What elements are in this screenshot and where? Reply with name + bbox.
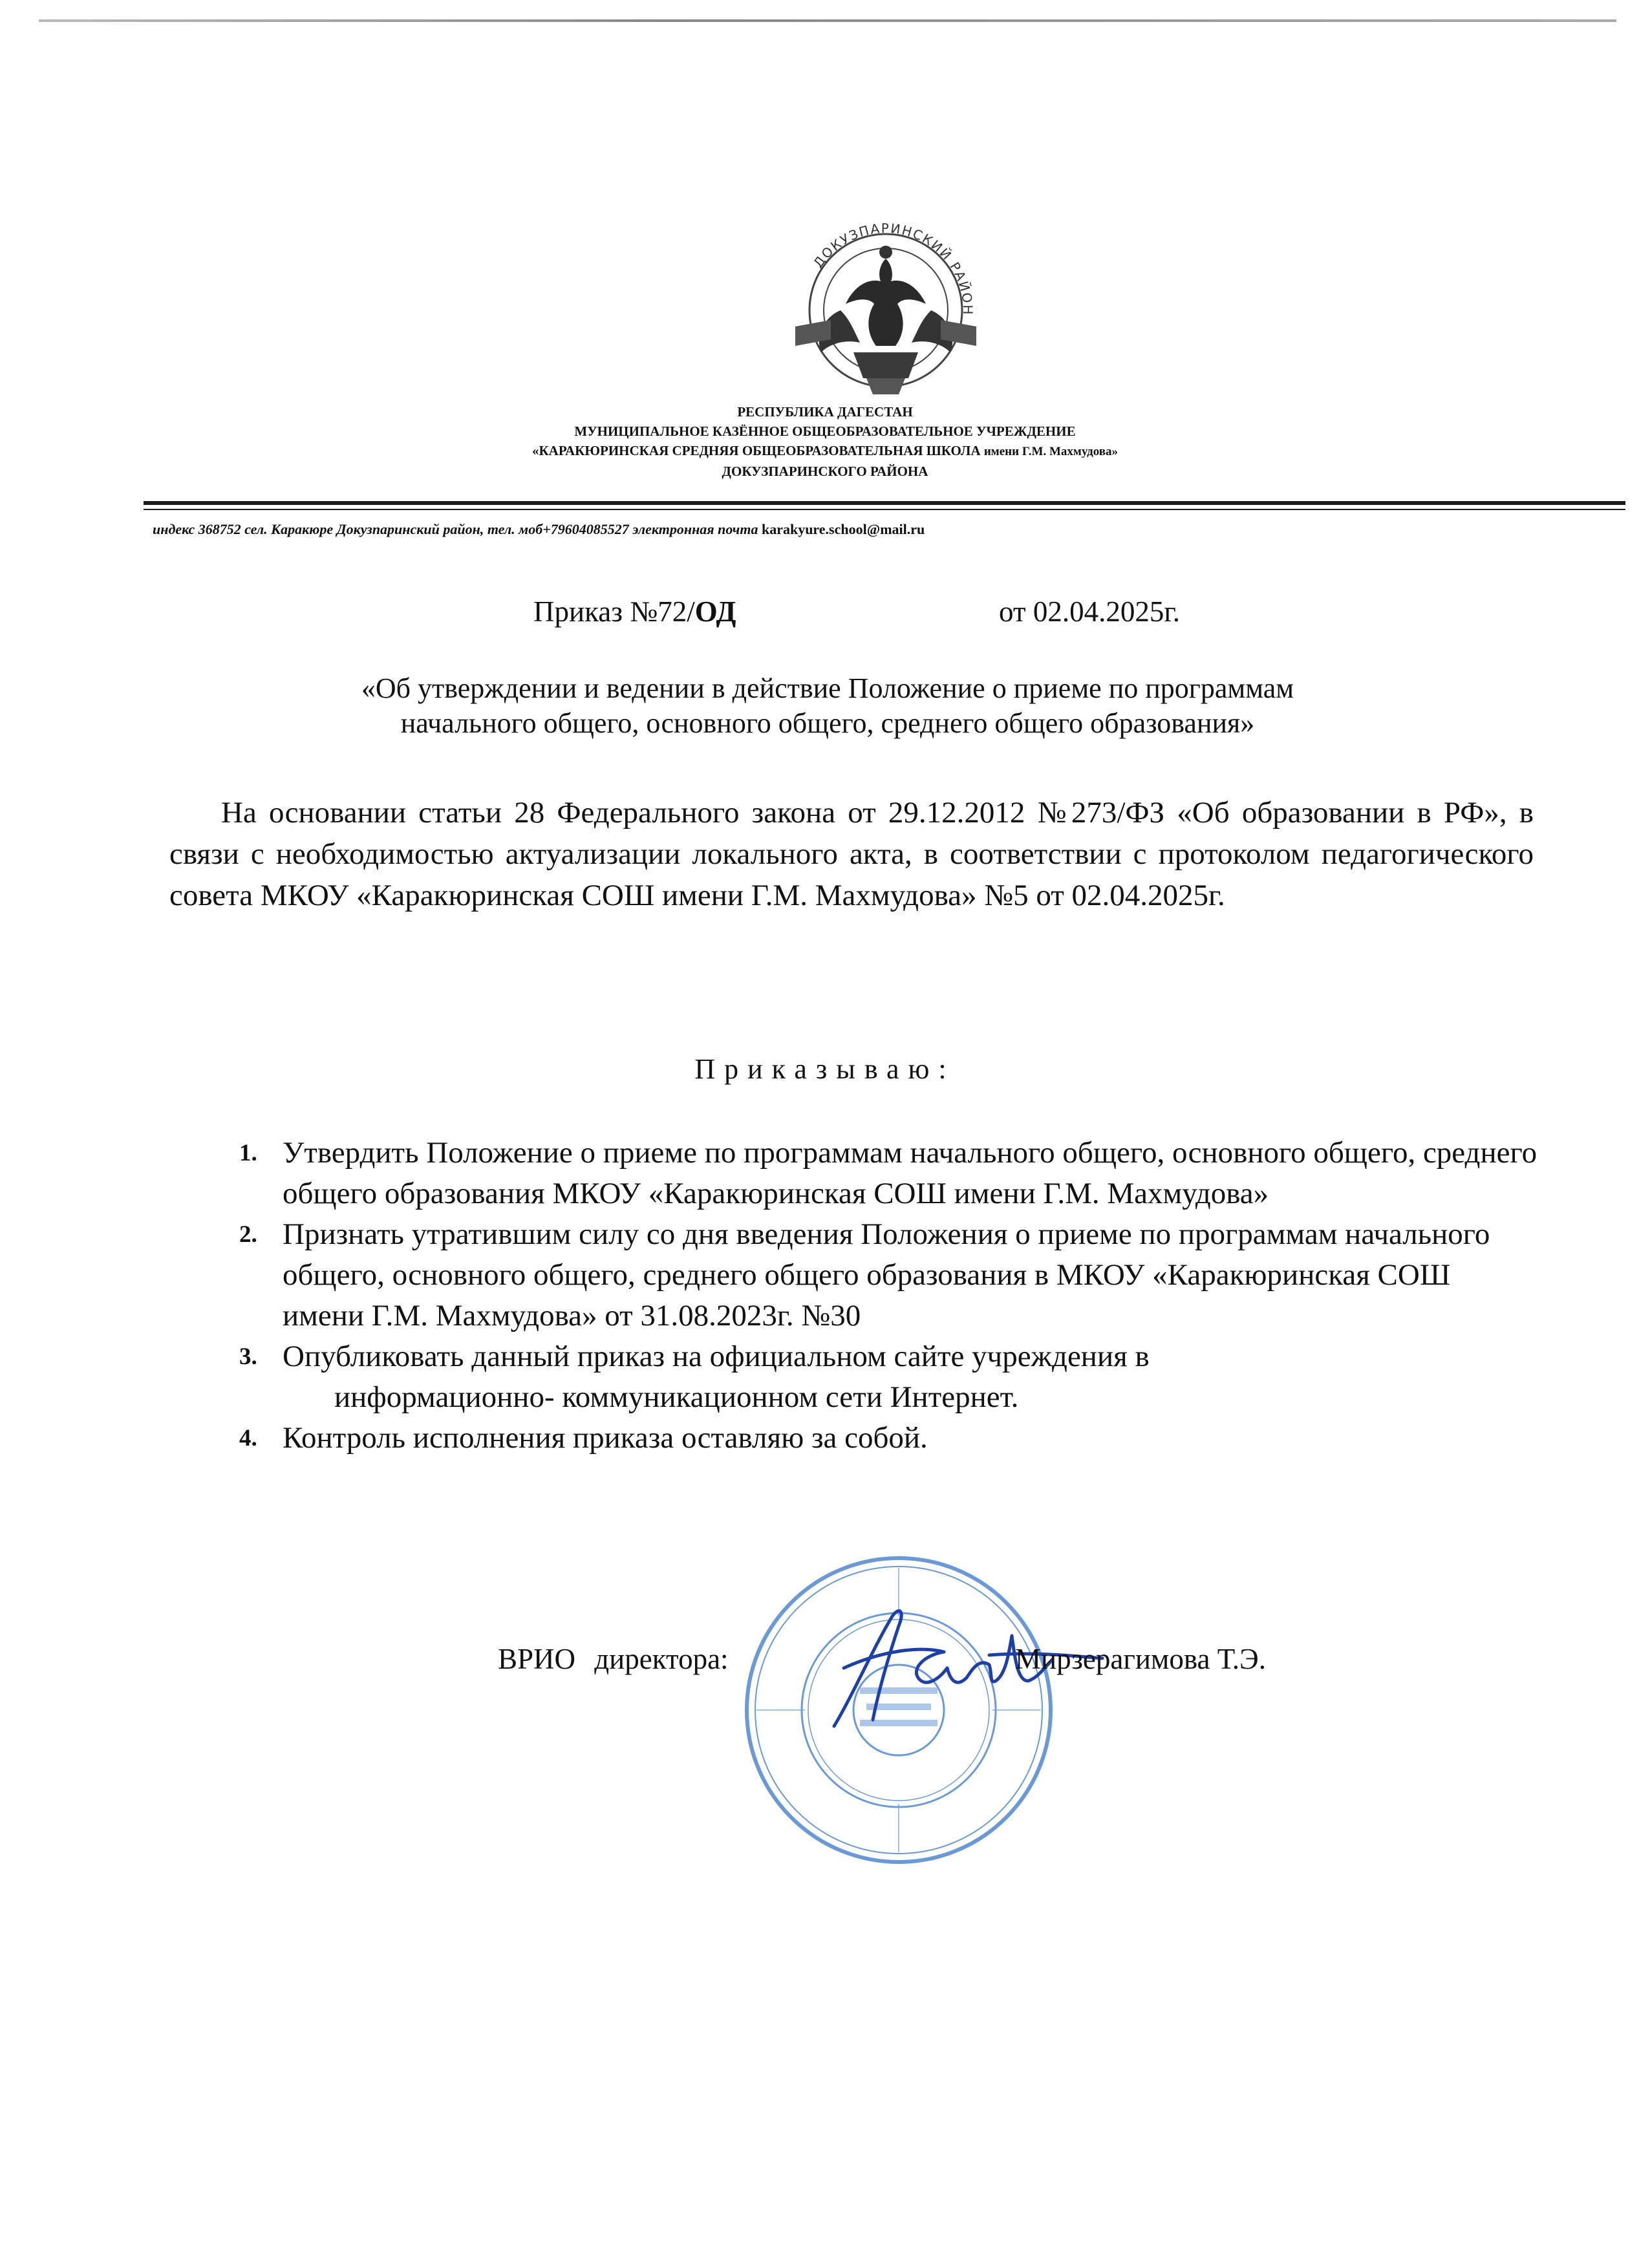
district-emblem-icon [769, 213, 1002, 407]
order-items-list [239, 1133, 1539, 1459]
order-number: Приказ №72/ОД [533, 595, 736, 628]
list-item: 3. Опубликовать данный приказ на официальном сайте учреждения в информационно- коммуникационном сети Интернет. [239, 1340, 1150, 1414]
signatory-name: Мирзерагимова Т.Э. [1015, 1643, 1266, 1675]
republic-title: РЕСПУБЛИКА ДАГЕСТАН [737, 404, 913, 420]
order-preamble: На основании статьи 28 Федерального закона от 29.12.2012 №273/ФЗ «Об образовании в РФ», в связи с необходимостью актуализации локального акта, в соответствии с протоколом педагогического совета МКОУ «Каракюринская СОШ имени Г.М. Махмудова» №5 от 02.04.2025г. [169, 796, 1534, 912]
signatory-role: ВРИО директора: [498, 1643, 729, 1675]
order-title: «Об утверждении и ведении в действие Положение о приеме по программам начального общего, основного общего, среднего общего образования» [361, 672, 1294, 739]
district-name: ДОКУЗПАРИНСКОГО РАЙОНА [722, 464, 928, 479]
institution-type: МУНИЦИПАЛЬНОЕ КАЗЁННОЕ ОБЩЕОБРАЗОВАТЕЛЬНОЕ УЧРЕЖДЕНИЕ [574, 423, 1076, 439]
email-address: karakyure.school@mail.ru [761, 521, 925, 537]
order-heading: Приказываю: [694, 1053, 956, 1085]
list-item: 1. Утвердить Положение о приеме по программам начального общего, основного общего, среднего общего образования МКОУ «Каракюринская СОШ имени Г.М. Махмудова» [239, 1136, 1538, 1210]
letterhead [0, 402, 1650, 481]
scan-edge-line [39, 19, 1616, 22]
letterhead-rule [144, 501, 1625, 505]
emblem-text: ДОКУЗПАРИНСКИЙ РАЙОН [810, 220, 976, 316]
address-line: индекс 368752 сел. Каракюре Докузпаринский район, тел. моб+79604085527 электронная почта karakyure.school@mail.ru [153, 521, 925, 537]
list-item: 2. Признать утратившим силу со дня введения Положения о приеме по программам начального общего, основного общего, среднего общего образования в МКОУ «Каракюринская СОШ имени Г.М. Махмудова» от 31.08.2023г. №30 [239, 1217, 1490, 1332]
order-date: от 02.04.2025г. [999, 595, 1180, 628]
list-item: 4. Контроль исполнения приказа оставляю за собой. [239, 1421, 928, 1455]
school-name: «КАРАКЮРИНСКАЯ СРЕДНЯЯ ОБЩЕОБРАЗОВАТЕЛЬНАЯ ШКОЛА имени Г.М. Махмудова» [531, 443, 1119, 458]
letterhead-rule-thin [144, 509, 1625, 510]
